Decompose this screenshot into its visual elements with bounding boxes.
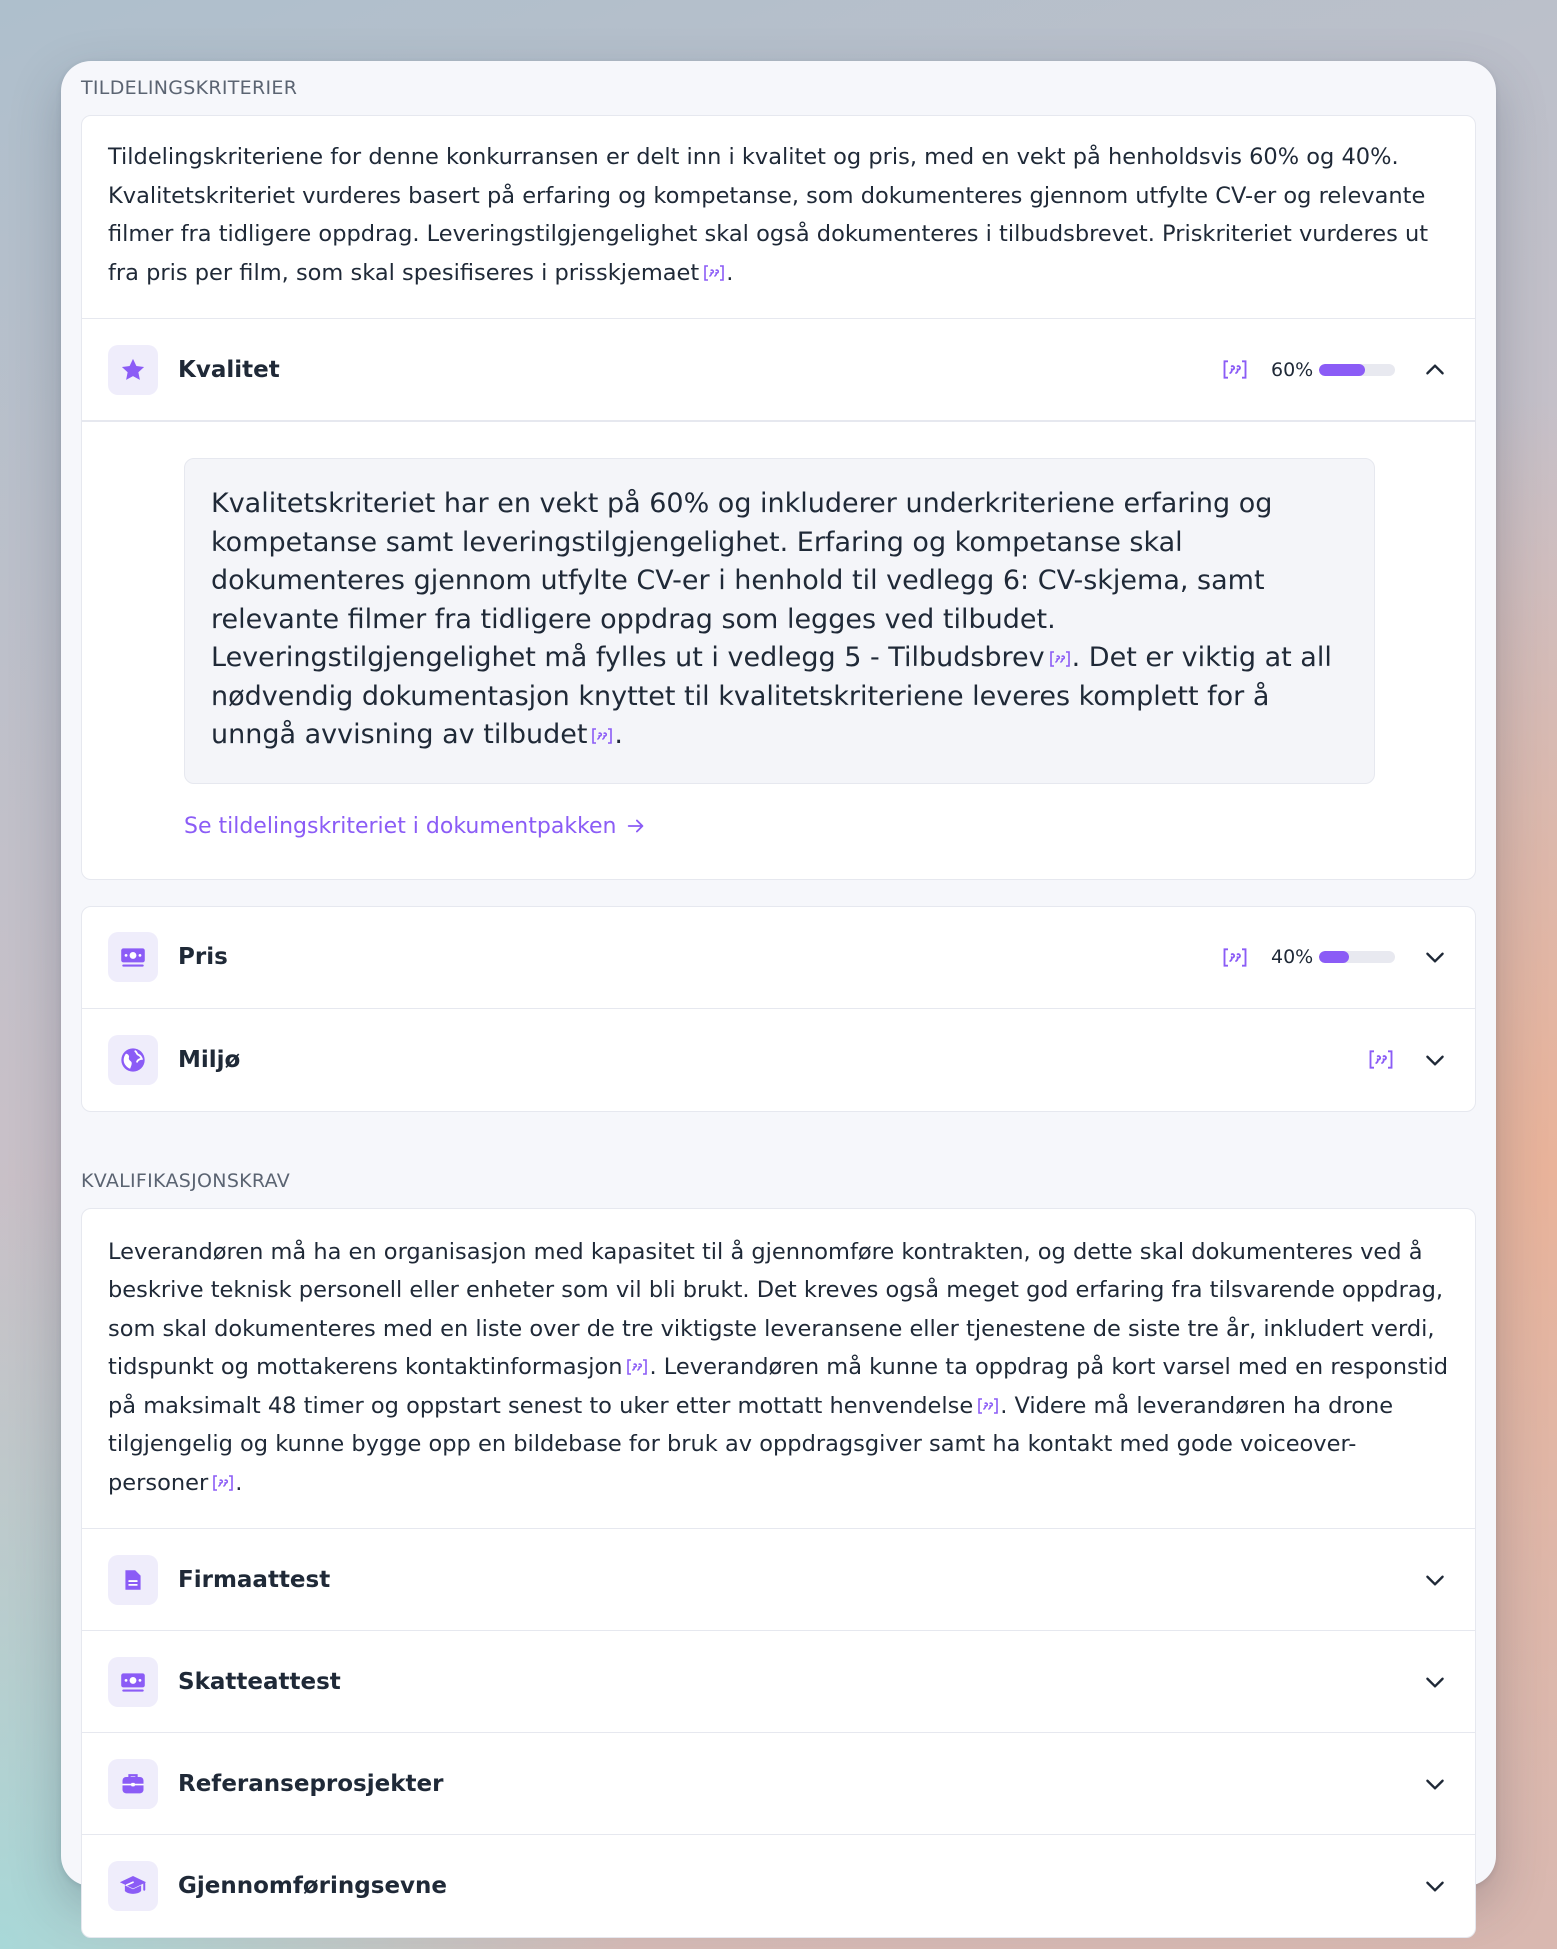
criterion-row-miljo[interactable] [82,1009,1475,1111]
tildeling-intro-text: Tildelingskriteriene for denne konkurransen er delt inn i kvalitet og pris, med en vekt på henholdsvis 60% og 40%. Kvalitetskriteriet vurderes basert på erfaring og kompetanse, som dokumenteres gjennom utfylte CV-er og relevante filmer fra tidligere oppdrag. Leveringstilgjengelighet skal også dokumenteres i tilbudsbrevet. Priskriteriet vurderes ut fra pris per film, som skal spesifiseres i prisskjemaet [108,144,1429,286]
chevron-down-icon[interactable] [1421,943,1449,971]
document-package-link-label: Se tildelingskriteriet i dokumentpakken [184,813,617,839]
arrow-right-icon [625,815,647,837]
document-package-link[interactable] [184,814,647,839]
quote-citation-icon[interactable] [1222,359,1248,380]
weight-percent: 60% [1271,358,1314,381]
main-card [61,61,1496,1899]
criteria-panel-rest [81,906,1476,1112]
tildeling-intro [82,116,1475,319]
kvalifikasjon-intro [82,1209,1475,1530]
requirement-row-referanseprosjekter[interactable] [82,1733,1475,1835]
kvalifikasjon-panel [81,1208,1476,1939]
intro-end-punct: . [726,259,734,286]
star-icon [108,345,158,395]
requirement-row-gjennomforingsevne[interactable] [82,1835,1475,1937]
kvalifikasjon-text-1: Leverandøren må ha en organisasjon med kapasitet til å gjennomføre kontrakten, og dette skal dokumenteres ved å beskrive teknisk personell eller enheter som vil bli brukt. Det kreves også meget god erfaring fra tilsvarende oppdrag, som skal dokumenteres med en liste over de tre viktigste leveransene eller tjenestene de siste tre år, inkludert verdi, tidspunkt og mottakerens kontaktinformasjon [108,1238,1444,1380]
tildeling-panel [81,115,1476,880]
chevron-up-icon[interactable] [1421,356,1449,384]
kvalitet-text-end: . [614,719,623,750]
criterion-title: Miljø [178,1046,241,1073]
chevron-down-icon[interactable] [1421,1566,1449,1594]
weight-bar [1319,951,1395,963]
requirement-row-firmaattest[interactable] [82,1529,1475,1631]
graduation-cap-icon [108,1861,158,1911]
briefcase-icon [108,1759,158,1809]
quote-citation-icon[interactable] [626,1358,648,1376]
document-icon [108,1555,158,1605]
quote-citation-icon[interactable] [703,264,725,282]
requirement-title: Firmaattest [178,1566,331,1593]
requirement-title: Gjennomføringsevne [178,1873,448,1899]
criterion-row-pris[interactable] [82,907,1475,1009]
kvalifikasjon-text-3: . Videre må leverandøren ha drone tilgjengelig og kunne bygge opp en bildebase for bruk av oppdragsgiver samt ha kontakt med gode voiceover-personer [108,1392,1394,1496]
chevron-down-icon[interactable] [1421,1668,1449,1696]
kvalifikasjon-text-2: . Leverandøren må kunne ta oppdrag på kort varsel med en responstid på maksimalt 48 timer og oppstart senest to uker etter mottatt henvendelse [108,1354,1449,1419]
requirement-title: Referanseprosjekter [178,1770,444,1797]
weight-percent: 40% [1271,946,1314,968]
kvalitet-description [184,458,1375,784]
quote-citation-icon[interactable] [1049,650,1071,668]
quote-citation-icon[interactable] [977,1397,999,1415]
kvalitet-text-2: . Det er viktig at all nødvendig dokumentasjon knyttet til kvalitetskriteriene leveres komplett for å unngå avvisning av tilbudet [211,642,1332,750]
kvalitet-text-1: Kvalitetskriteriet har en vekt på 60% og inkluderer underkriteriene erfaring og kompetanse samt leveringstilgjengelighet. Erfaring og kompetanse skal dokumenteres gjennom utfylte CV-er i henhold til vedlegg 6: CV-skjema, samt relevante filmer fra tidligere oppdrag som legges ved tilbudet. Leveringstilgjengelighet må fylles ut i vedlegg 5 - Tilbudsbrev [211,488,1273,673]
weight-bar [1319,364,1395,376]
quote-citation-icon[interactable] [591,727,613,745]
kvalifikasjon-text-end: . [235,1469,243,1496]
weight-bar-fill [1319,951,1349,963]
money-icon [108,1657,158,1707]
section-label-kvalifikasjon: KVALIFIKASJONSKRAV [81,1169,291,1192]
chevron-down-icon[interactable] [1421,1046,1449,1074]
section-label-tildeling: TILDELINGSKRITERIER [81,77,298,99]
requirement-title: Skatteattest [178,1668,341,1695]
quote-citation-icon[interactable] [212,1474,234,1492]
weight-bar-fill [1319,364,1365,376]
quote-citation-icon[interactable] [1368,1049,1394,1070]
requirement-row-skatteattest[interactable] [82,1631,1475,1733]
quote-citation-icon[interactable] [1222,947,1248,968]
criterion-title: Pris [178,944,228,970]
chevron-down-icon[interactable] [1421,1770,1449,1798]
criterion-row-kvalitet[interactable] [82,319,1475,421]
criterion-title: Kvalitet [178,356,280,383]
kvalitet-details [82,421,1475,879]
chevron-down-icon[interactable] [1421,1872,1449,1900]
money-icon [108,932,158,982]
globe-icon [108,1035,158,1085]
